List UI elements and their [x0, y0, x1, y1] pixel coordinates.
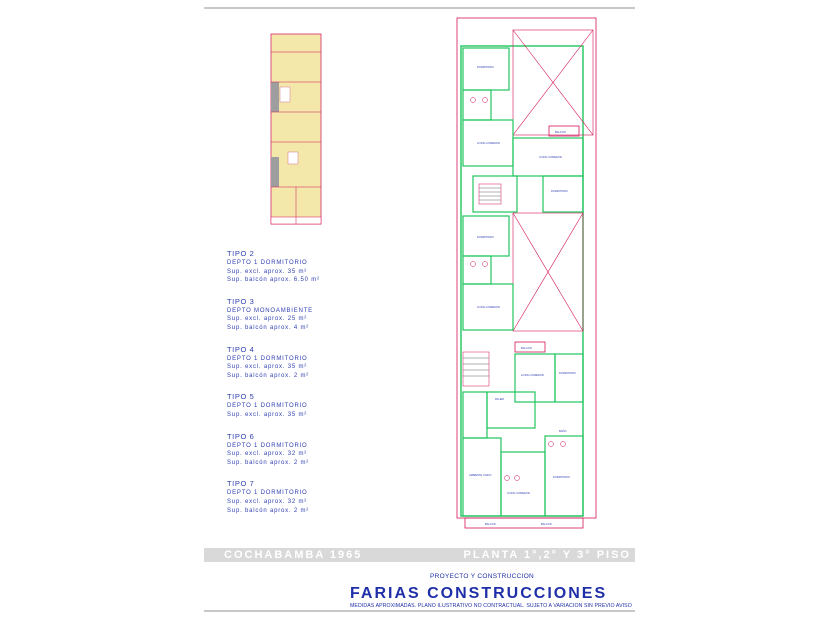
type-line: DEPTO 1 DORMITORIO: [227, 260, 308, 266]
type-title: TIPO 4: [227, 344, 255, 354]
type-line: Sup. excl. aprox. 35 m²: [227, 411, 308, 418]
type-block: [227, 344, 417, 381]
type-line: Sup. balcón aprox. 6.50 m²: [227, 277, 320, 284]
bottom-rule: [204, 610, 635, 612]
floor-plan: [455, 16, 598, 530]
type-line: Sup. excl. aprox. 35 m²: [227, 364, 308, 371]
floor-title: PLANTA 1°,2° Y 3° PISO: [463, 549, 631, 561]
type-line: Sup. excl. aprox. 25 m²: [227, 316, 308, 323]
company-name: FARIAS CONSTRUCCIONES: [350, 585, 608, 602]
plan-label: PALIER: [495, 398, 505, 401]
plan-label: BALCON: [485, 523, 496, 526]
type-line: Sup. balcón aprox. 2 m²: [227, 459, 310, 466]
disclaimer-text: MEDIDAS APROXIMADAS. PLANO ILUSTRATIVO NO CONTRACTUAL. SUJETO A VARIACION SIN PREVIO AVISO: [350, 603, 632, 609]
type-line: Sup. balcón aprox. 2 m²: [227, 507, 310, 514]
type-title: TIPO 7: [227, 479, 255, 489]
plan-label: LIVING COMEDOR: [539, 156, 562, 159]
plan-label: BALCON: [541, 523, 552, 526]
type-title: TIPO 2: [227, 249, 255, 258]
key-plan: [268, 32, 326, 230]
type-line: DEPTO MONOAMBIENTE: [227, 307, 313, 314]
plan-label: BALCON: [521, 347, 532, 350]
plan-label: BAÑO: [559, 430, 567, 433]
plan-label: LIVING COMEDOR: [477, 142, 500, 145]
plan-label: LIVING COMEDOR: [521, 374, 544, 377]
plan-label: DORMITORIO: [553, 476, 570, 479]
type-line: Sup. balcón aprox. 2 m²: [227, 372, 310, 379]
type-block: [227, 431, 417, 468]
plan-label: LIVING COMEDOR: [477, 306, 500, 309]
type-line: DEPTO 1 DORMITORIO: [227, 355, 308, 362]
proyecto-label: PROYECTO Y CONSTRUCCION: [430, 573, 535, 580]
type-line: DEPTO 1 DORMITORIO: [227, 490, 308, 497]
plan-label: DORMITORIO: [477, 236, 494, 239]
type-block: [227, 248, 417, 285]
type-title: TIPO 5: [227, 392, 255, 402]
plan-label: DORMITORIO: [559, 372, 576, 375]
type-title: TIPO 6: [227, 431, 255, 441]
type-block: [227, 478, 417, 515]
type-line: Sup. balcón aprox. 4 m²: [227, 324, 310, 331]
type-block: [227, 296, 417, 333]
address-title: COCHABAMBA 1965: [224, 549, 363, 561]
type-line: Sup. excl. aprox. 35 m²: [227, 268, 308, 275]
type-title: TIPO 3: [227, 296, 255, 306]
type-line: DEPTO 1 DORMITORIO: [227, 403, 308, 410]
plan-label: DORMITORIO: [551, 190, 568, 193]
title-band: [204, 548, 635, 562]
type-block: [227, 391, 417, 419]
plan-label: DORMITORIO: [477, 66, 494, 69]
type-line: Sup. excl. aprox. 32 m²: [227, 451, 308, 458]
type-line: DEPTO 1 DORMITORIO: [227, 442, 308, 449]
top-rule: [204, 7, 635, 9]
plan-label: BALCON: [555, 131, 566, 134]
plan-label: LIVING COMEDOR: [507, 492, 530, 495]
unit-type-list: [227, 248, 417, 526]
plan-label: AMBIENTE UNICO: [469, 474, 492, 477]
type-line: Sup. excl. aprox. 32 m²: [227, 498, 308, 505]
